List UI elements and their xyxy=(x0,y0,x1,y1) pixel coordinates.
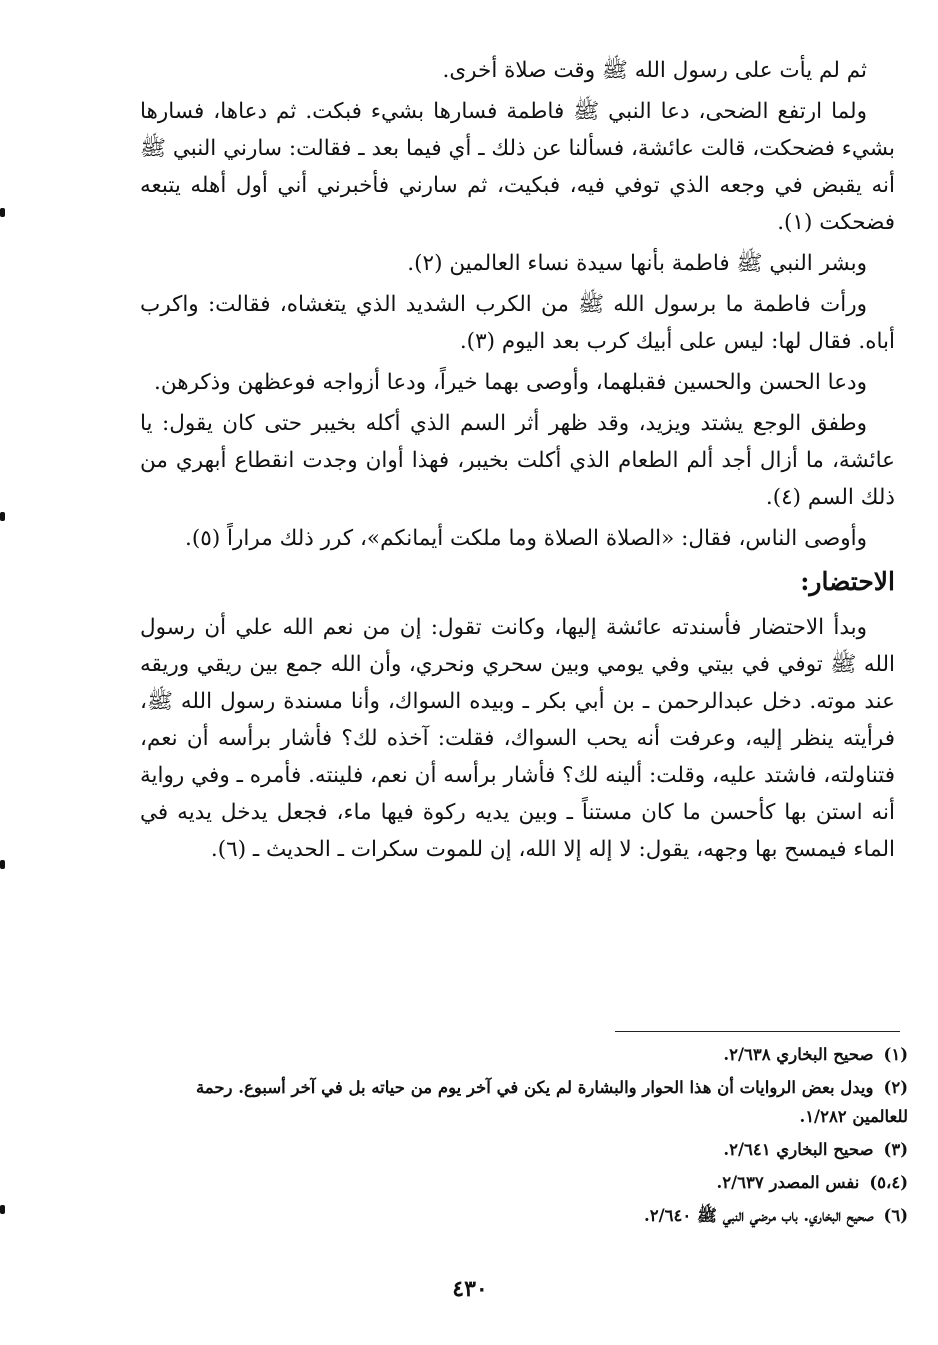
footnote-number: (١) xyxy=(883,1045,908,1064)
footnote-text: صحيح البخاري ٢/٦٤١. xyxy=(723,1140,874,1159)
paragraph: ودعا الحسن والحسين فقبلهما، وأوصى بهما خيراً، ودعا أزواجه فوعظهن وذكرهن. xyxy=(154,370,867,395)
footnote xyxy=(140,1168,908,1197)
footnote-text: صحيح البخاري. باب مرضي النبي ﷺ ٢/٦٤٠. xyxy=(644,1206,874,1225)
binding-mark xyxy=(0,860,5,869)
footnote-number: (٢) xyxy=(883,1078,908,1097)
footnote xyxy=(140,1135,908,1164)
main-text xyxy=(140,52,895,872)
binding-mark xyxy=(0,1205,5,1214)
paragraph: ورأت فاطمة ما برسول الله ﷺ من الكرب الشديد الذي يتغشاه، فقالت: واكرب أباه. فقال لها: ليس على أبيك كرب بعد اليوم (٣). xyxy=(140,292,895,354)
footnote-number: (٦) xyxy=(883,1206,908,1225)
footnote-text: نفس المصدر ٢/٦٣٧. xyxy=(716,1173,860,1192)
footnote-separator xyxy=(615,1031,900,1032)
paragraph: وأوصى الناس، فقال: «الصلاة الصلاة وما ملكت أيمانكم»، كرر ذلك مراراً (٥). xyxy=(185,526,867,551)
footnote-text: ويدل بعض الروايات أن هذا الحوار والبشارة لم يكن في آخر يوم من حياته بل في آخر أسبوع. رحمة للعالمين ١/٢٨٢. xyxy=(195,1078,908,1126)
footnote-number: (٣) xyxy=(883,1140,908,1159)
page-number: ٤٣٠ xyxy=(452,1276,488,1302)
footnote xyxy=(140,1201,908,1230)
paragraph: وطفق الوجع يشتد ويزيد، وقد ظهر أثر السم الذي أكله بخيبر حتى كان يقول: يا عائشة، ما أزال أجد ألم الطعام الذي أكلت بخيبر، فهذا أوان وجدت انقطاع أبهري من ذلك السم (٤). xyxy=(140,411,895,510)
paragraph: ولما ارتفع الضحى، دعا النبي ﷺ فاطمة فسارها بشيء فبكت. ثم دعاها، فسارها بشيء فضحكت، قالت عائشة، فسألنا عن ذلك ـ أي فيما بعد ـ فقالت: سارني النبي ﷺ أنه يقبض في وجعه الذي توفي فيه، فبكيت، ثم سارني فأخبرني أني أول أهله يتبعه فضحكت (١). xyxy=(140,99,895,235)
footnote-text: صحيح البخاري ٢/٦٣٨. xyxy=(723,1045,874,1064)
section-heading: الاحتضار: xyxy=(800,567,895,596)
paragraph: وبدأ الاحتضار فأسندته عائشة إليها، وكانت تقول: إن من نعم الله علي أن رسول الله ﷺ توفي في بيتي وفي يومي وبين سحري ونحري، وأن الله جمع بين ريقي وريقه عند موته. دخل عبدالرحمن ـ بن أبي بكر ـ وبيده السواك، وأنا مسندة رسول الله ﷺ، فرأيته ينظر إليه، وعرفت أنه يحب السواك، فقلت: آخذه لك؟ فأشار برأسه أن نعم، فتناولته، فاشتد عليه، وقلت: ألينه لك؟ فأشار برأسه أن نعم، فلينته. فأمره ـ وفي رواية أنه استن بها كأحسن ما كان مستناً ـ وبين يديه ركوة فيها ماء، فجعل يدخل يديه في الماء فيمسح بها وجهه، يقول: لا إله إلا الله، إن للموت سكرات ـ الحديث ـ (٦). xyxy=(140,615,895,862)
binding-mark xyxy=(0,208,5,217)
footnote xyxy=(140,1040,908,1069)
paragraph: وبشر النبي ﷺ فاطمة بأنها سيدة نساء العالمين (٢). xyxy=(407,251,867,276)
paragraph: ثم لم يأت على رسول الله ﷺ وقت صلاة أخرى. xyxy=(442,58,867,83)
binding-mark xyxy=(0,512,5,521)
footnote-number: (٥،٤) xyxy=(869,1173,908,1192)
footnote xyxy=(140,1073,908,1131)
footnotes xyxy=(140,1040,908,1234)
